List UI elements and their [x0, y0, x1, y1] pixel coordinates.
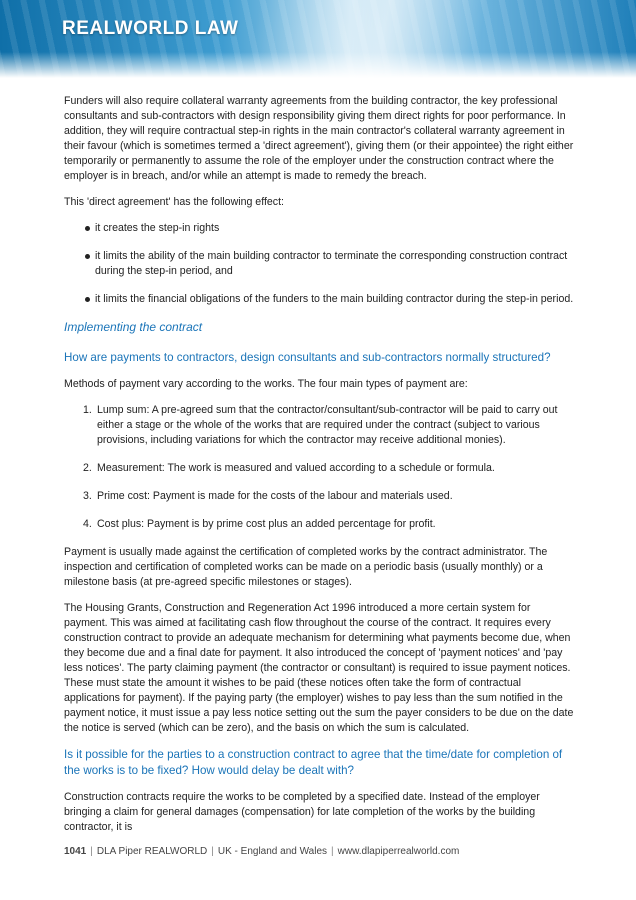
- section-heading: Implementing the contract: [64, 320, 203, 334]
- payment-types-list: [64, 403, 576, 532]
- direct-agreement-lead: This 'direct agreement' has the following effect:: [64, 196, 284, 208]
- list-text: Lump sum: A pre-agreed sum that the contractor/consultant/sub-contractor will be paid to carry out either a stage or the whole of the works that are required under the contract (subject to various provisions, including variations for which the contractor may receive additional monies).: [97, 404, 558, 446]
- list-text: Cost plus: Payment is by prime cost plus an added percentage for profit.: [97, 518, 436, 530]
- effects-list: [64, 221, 576, 307]
- list-item: [64, 461, 576, 476]
- list-number: 4.: [83, 518, 92, 530]
- methods-lead: Methods of payment vary according to the works. The four main types of payment are:: [64, 378, 468, 390]
- page-footer: [64, 846, 459, 857]
- footer-separator: |: [90, 846, 93, 857]
- list-number: 2.: [83, 462, 92, 474]
- list-item: [64, 489, 576, 504]
- list-item: it limits the financial obligations of the funders to the main building contractor during the step-in period.: [64, 292, 576, 307]
- housing-act-paragraph: The Housing Grants, Construction and Regeneration Act 1996 introduced a more certain system for payment. This was aimed at facilitating cash flow throughout the course of the contract. It requires every construction contract to provide an adequate mechanism for determining what payments become due, when they become due and a final date for payment. It also introduced the concept of 'payment notices' and 'pay less notices'. The party claiming payment (the contractor or consultant) is required to issue payment notices. These must state the amount it wishes to be paid (these notices often take the form of contractual applications for payment). If the paying party (the employer) wishes to pay less than the sum notified in the payment notice, it must issue a pay less notice setting out the sum the payer considers to be due on the date the notice is served (which can be zero), and the basis on which the sum is calculated.: [64, 602, 574, 734]
- certification-paragraph: Payment is usually made against the certification of completed works by the contract administrator. The inspection and certification of completed works can be made on a periodic basis (usually monthly) or a milestone basis (at pre-agreed specific milestones or stages).: [64, 546, 548, 588]
- list-item: it creates the step-in rights: [64, 221, 576, 236]
- page-number: 1041: [64, 846, 87, 857]
- list-item: it limits the ability of the main building contractor to terminate the corresponding construction contract during the step-in period, and: [64, 249, 576, 279]
- footer-publisher: DLA Piper REALWORLD: [96, 846, 208, 857]
- footer-separator: |: [331, 846, 334, 857]
- list-number: 1.: [83, 404, 92, 416]
- footer-jurisdiction: UK - England and Wales: [217, 846, 328, 857]
- brand-title: REALWORLD LAW: [62, 18, 239, 39]
- list-item: [64, 403, 576, 448]
- header-banner: [0, 0, 636, 78]
- list-item: [64, 517, 576, 532]
- question-heading: How are payments to contractors, design consultants and sub-contractors normally structured?: [64, 351, 551, 364]
- footer-separator: |: [211, 846, 214, 857]
- intro-paragraph: Funders will also require collateral warranty agreements from the building contractor, the key professional consultants and sub-contractors with design responsibility giving them direct rights for poor performance. In addition, they will require contractual step-in rights in the main contractor's collateral warranty agreement in their favour (which is sometimes termed a 'direct agreement'), giving them (or their appointee) the right either temporarily or permanently to assume the role of the employer under the construction contract where the employer is in breach, and/or while an attempt is made to remedy the breach.: [64, 95, 574, 182]
- list-text: Measurement: The work is measured and valued according to a schedule or formula.: [97, 462, 495, 474]
- list-text: Prime cost: Payment is made for the costs of the labour and materials used.: [97, 490, 453, 502]
- completion-paragraph: Construction contracts require the works to be completed by a specified date. Instead of the employer bringing a claim for general damages (compensation) for late completion of the works by the building contractor, it is: [64, 791, 540, 833]
- list-number: 3.: [83, 490, 92, 502]
- question-heading: Is it possible for the parties to a construction contract to agree that the time/date for completion of the works is to be fixed? How would delay be dealt with?: [64, 748, 563, 777]
- document-body: [64, 94, 576, 846]
- footer-url[interactable]: www.dlapiperrealworld.com: [337, 846, 460, 857]
